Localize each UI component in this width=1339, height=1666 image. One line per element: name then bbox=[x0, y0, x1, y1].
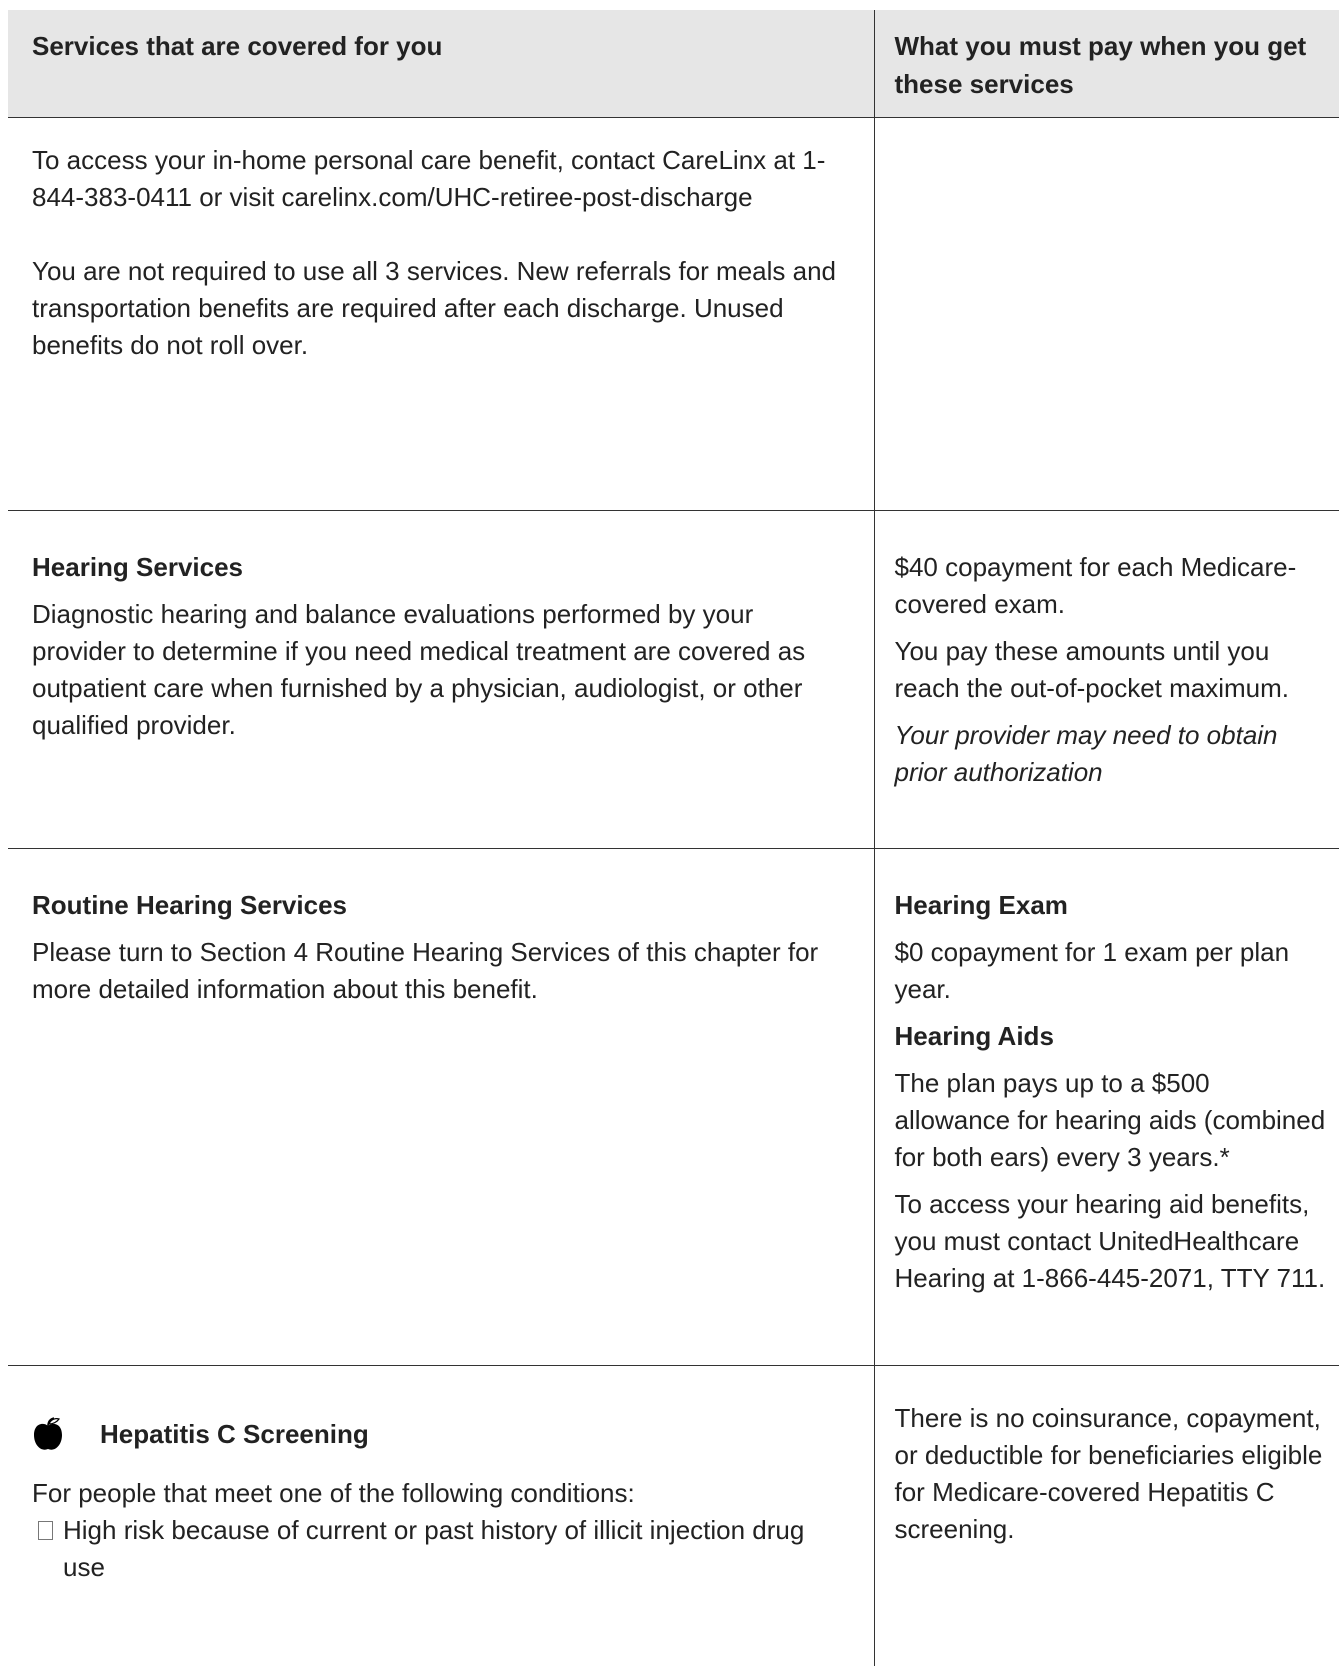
hearing-exam-title: Hearing Exam bbox=[895, 887, 1332, 924]
service-title: Hepatitis C Screening bbox=[100, 1416, 369, 1453]
services-note-text: You are not required to use all 3 services. New referrals for meals and transportation benefits are required after each discharge. Unused benefits do not roll over. bbox=[32, 253, 850, 364]
header-what-you-pay: What you must pay when you get these services bbox=[874, 10, 1339, 118]
benefits-table bbox=[8, 10, 1339, 1666]
table-row bbox=[8, 118, 1339, 511]
service-cell bbox=[8, 511, 874, 849]
hearing-aids-title: Hearing Aids bbox=[895, 1018, 1332, 1055]
cost-cell bbox=[874, 118, 1339, 511]
table-row bbox=[8, 1366, 1339, 1666]
cost-cell bbox=[874, 1366, 1339, 1666]
service-title: Hearing Services bbox=[32, 549, 850, 586]
header-services-covered: Services that are covered for you bbox=[8, 10, 874, 118]
condition-text: High risk because of current or past history of illicit injection drug use bbox=[63, 1512, 850, 1586]
checkbox-bullet-icon bbox=[38, 1521, 53, 1540]
table-row bbox=[8, 511, 1339, 849]
service-title: Routine Hearing Services bbox=[32, 887, 850, 924]
carelinx-access-text: To access your in-home personal care benefit, contact CareLinx at 1-844-383-0411 or visit carelinx.com/UHC-retiree-post-discharge bbox=[32, 142, 850, 216]
hearing-aids-access-text: To access your hearing aid benefits, you must contact UnitedHealthcare Hearing at 1-866-445-2071, TTY 711. bbox=[895, 1186, 1332, 1297]
service-description: Please turn to Section 4 Routine Hearing Services of this chapter for more detailed information about this benefit. bbox=[32, 934, 850, 1008]
cost-text: There is no coinsurance, copayment, or deductible for beneficiaries eligible for Medicare-covered Hepatitis C screening. bbox=[895, 1400, 1332, 1548]
table-row bbox=[8, 849, 1339, 1366]
benefits-page bbox=[8, 10, 1339, 1666]
cost-text: $40 copayment for each Medicare-covered exam. bbox=[895, 549, 1332, 623]
cost-text: You pay these amounts until you reach the out-of-pocket maximum. bbox=[895, 633, 1332, 707]
prior-authorization-note: Your provider may need to obtain prior authorization bbox=[895, 717, 1332, 791]
cost-cell bbox=[874, 849, 1339, 1366]
service-cell bbox=[8, 849, 874, 1366]
service-cell bbox=[8, 118, 874, 511]
eligibility-intro: For people that meet one of the following conditions: bbox=[8, 1475, 850, 1512]
cost-cell bbox=[874, 511, 1339, 849]
service-cell bbox=[8, 1366, 874, 1666]
apple-icon bbox=[32, 1417, 64, 1453]
list-item bbox=[32, 1512, 850, 1586]
hearing-aids-text: The plan pays up to a $500 allowance for hearing aids (combined for both ears) every 3 years.* bbox=[895, 1065, 1332, 1176]
table-header-row bbox=[8, 10, 1339, 118]
service-description: Diagnostic hearing and balance evaluations performed by your provider to determine if you need medical treatment are covered as outpatient care when furnished by a physician, audiologist, or other qualified provider. bbox=[32, 596, 850, 744]
hearing-exam-text: $0 copayment for 1 exam per plan year. bbox=[895, 934, 1332, 1008]
service-title-line bbox=[32, 1416, 850, 1453]
